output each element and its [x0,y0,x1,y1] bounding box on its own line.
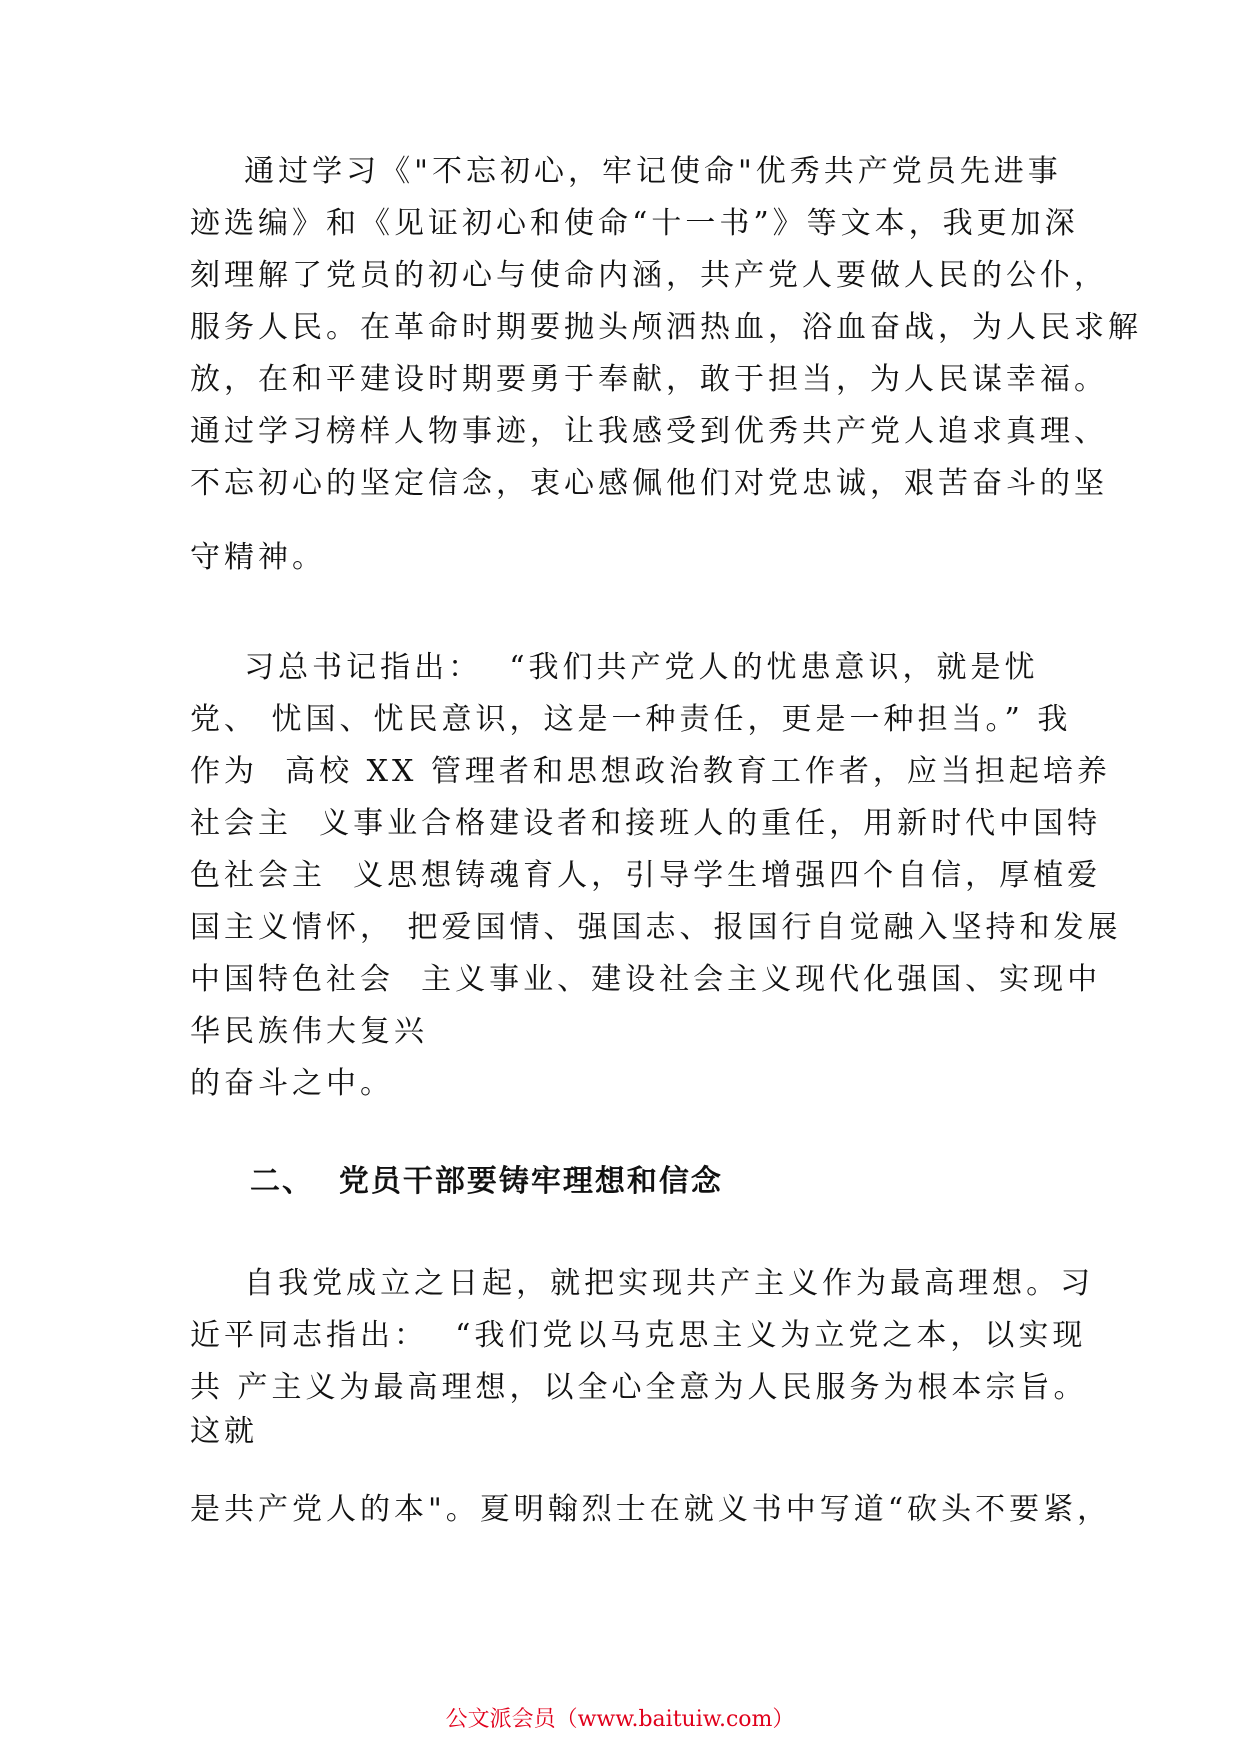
paragraph-1-line-1: 通过学习《"不忘初心，牢记使命"优秀共产党员先进事 [190,154,1062,189]
paragraph-3-line-3: 共 产主义为最高理想，以全心全意为人民服务为根本宗旨。 [190,1370,1088,1405]
paragraph-2-line-8: 华民族伟大复兴 [190,1014,428,1049]
paragraph-1-line-4: 服务人民。在革命时期要抛头颅洒热血，浴血奋战，为人民求解 [190,310,1142,345]
paragraph-1-line-6: 通过学习榜样人物事迹，让我感受到优秀共产党人追求真理、 [190,414,1108,449]
paragraph-2-line-2: 党、 忧国、忧民意识，这是一种责任，更是一种担当。” 我 [190,702,1072,737]
footer-watermark: 公文派会员（www.baituiw.com） [445,1707,795,1732]
paragraph-2-line-6: 国主义情怀， 把爱国情、强国志、报国行自觉融入坚持和发展 [190,910,1122,945]
paragraph-2-line-9: 的奋斗之中。 [190,1066,394,1101]
paragraph-2-line-7: 中国特色社会 主义事业、建设社会主义现代化强国、实现中 [190,962,1102,997]
paragraph-3-line-5: 是共产党人的本"。夏明翰烈士在就义书中写道“砍头不要紧， [190,1492,1112,1527]
paragraph-1-line-8: 守精神。 [190,540,326,575]
paragraph-3-line-2: 近平同志指出： “我们党以马克思主义为立党之本，以实现 [190,1318,1087,1353]
paragraph-1-line-2: 迹选编》和《见证初心和使命“十一书”》等文本，我更加深 [190,206,1079,241]
paragraph-1-line-5: 放，在和平建设时期要勇于奉献，敢于担当，为人民谋幸福。 [190,362,1108,397]
paragraph-2-line-3: 作为 高校 XX 管理者和思想政治教育工作者，应当担起培养 [190,754,1111,789]
paragraph-3-line-1: 自我党成立之日起，就把实现共产主义作为最高理想。习 [190,1266,1095,1301]
paragraph-1-line-3: 刻理解了党员的初心与使命内涵，共产党人要做人民的公仆， [190,258,1108,293]
paragraph-1-line-7: 不忘初心的坚定信念，衷心感佩他们对党忠诚，艰苦奋斗的坚 [190,466,1108,501]
paragraph-2-line-4: 社会主 义事业合格建设者和接班人的重任，用新时代中国特 [190,806,1102,841]
section-heading: 二、 党员干部要铸牢理想和信念 [250,1164,723,1199]
paragraph-2-line-1: 习总书记指出： “我们共产党人的忧患意识，就是忧 [190,650,1039,685]
paragraph-2-line-5: 色社会主 义思想铸魂育人，引导学生增强四个自信，厚植爱 [190,858,1102,893]
paragraph-3-line-4: 这就 [190,1414,258,1449]
